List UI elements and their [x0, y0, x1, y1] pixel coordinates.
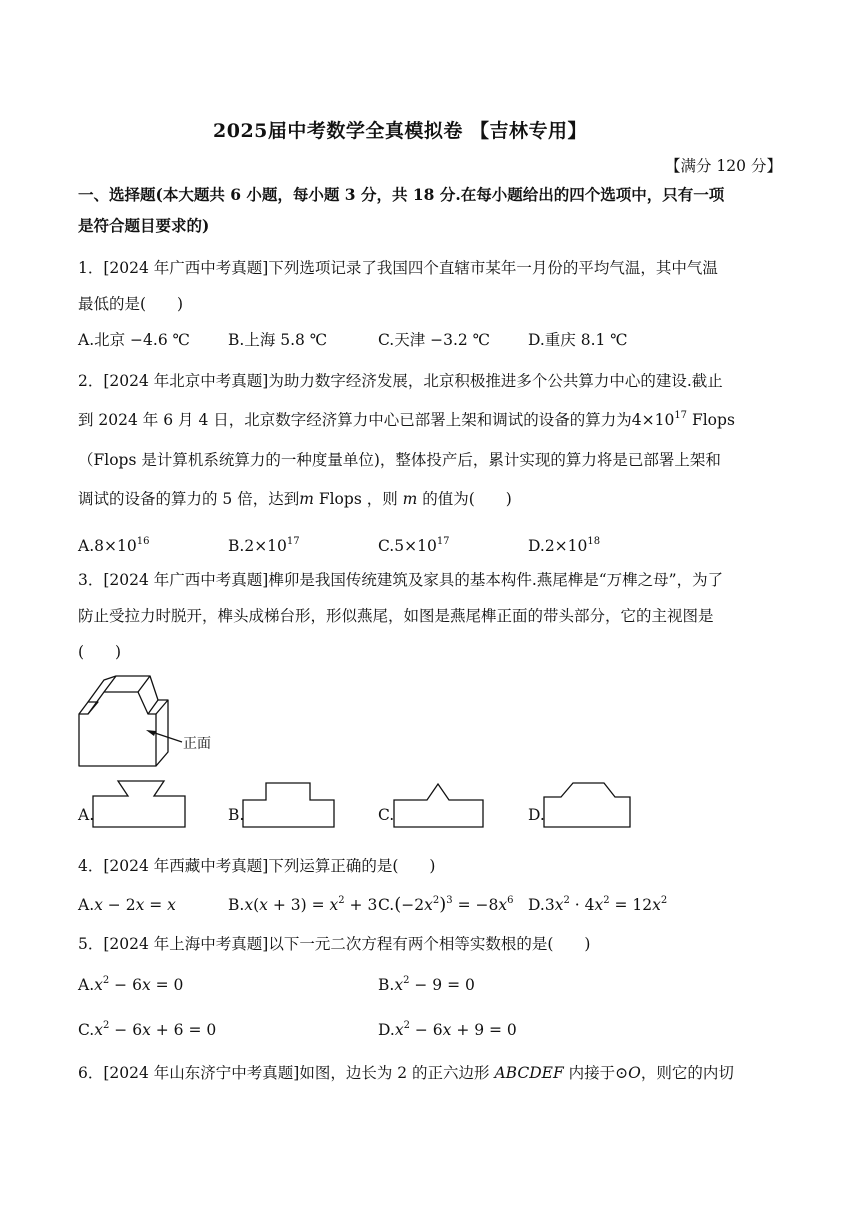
q2-option-b-base: 2×10 [244, 537, 287, 555]
q5-option-b-label: B. [378, 976, 395, 994]
q5-option-c-label: C. [78, 1021, 95, 1039]
q2-line4-end: 的值为( ) [417, 490, 512, 508]
q3-option-b-label: B. [228, 806, 245, 824]
q4-option-c-label: C. [378, 896, 395, 914]
q2-line2 [78, 410, 735, 430]
q3-option-a-figure [92, 780, 192, 830]
q2-option-c-label: C. [378, 537, 395, 555]
q4-option-b-label: B. [228, 896, 245, 914]
q1-line2: 最低的是( ) [78, 295, 184, 313]
q1-line1: 1．[2024 年广西中考真题]下列选项记录了我国四个直辖市某年一月份的平均气温，其中气温 [78, 259, 718, 277]
q4-option-a: A.x − 2x = x [78, 896, 176, 914]
q2-option-d-base: 2×10 [544, 537, 588, 555]
q2-line1: 2．[2024 年北京中考真题]为助力数字经济发展，北京积极推进多个公共算力中心的建设.截止 [78, 372, 723, 390]
q3-line1: 3．[2024 年广西中考真题]榫卯是我国传统建筑及家具的基本构件.燕尾榫是“万榫之母”，为了 [78, 571, 724, 589]
q3-option-c-figure [393, 780, 493, 830]
q4-option-b: $B.x(x + 3) = x^2 + 3$ [228, 895, 378, 914]
q2-option-a [78, 536, 149, 556]
q5-option-d-label: D. [378, 1021, 395, 1039]
q2-line4-mid: Flops ，则 [313, 490, 403, 508]
q3-line2: 防止受拉力时脱开，榫头成梯台形，形似燕尾，如图是燕尾榫正面的带头部分，它的主视图是 [78, 607, 714, 625]
q5-line1: 5．[2024 年上海中考真题]以下一元二次方程有两个相等实数根的是( ) [78, 935, 591, 953]
q4-option-a-label: A. [78, 896, 95, 914]
q2-line4 [78, 489, 512, 509]
q2-line2-math: 4×10 [631, 411, 675, 429]
q5-option-a-label: A. [78, 976, 95, 994]
q3-option-c-label: C. [378, 806, 395, 824]
q3-option-a-label: A. [78, 806, 95, 824]
q1-option-a: A.北京 −4.6 ℃ [78, 331, 190, 349]
q2-option-a-label: A. [78, 537, 95, 555]
q2-option-a-base: 8×10 [94, 537, 137, 555]
q2-option-d-label: D. [528, 537, 545, 555]
q6-circle-name: ⊙O [615, 1064, 641, 1082]
q6-line1 [78, 1063, 734, 1083]
q5-option-b: $B.x^2 - 9 = 0$ [378, 975, 475, 994]
q2-option-d [528, 536, 600, 556]
q2-option-b-exp: 17 [286, 536, 300, 547]
q4-option-d-label: D. [528, 896, 545, 914]
q2-option-c-base: 5×10 [394, 537, 437, 555]
q3-option-d-figure [543, 780, 643, 830]
q6-line1-mid: 内接于 [563, 1064, 616, 1082]
q4-option-c: $C.(-2x^2)^3 = -8x^6$ [378, 894, 514, 915]
q4-option-d: $D.3x^2 \cdot 4x^2 = 12x^2$ [528, 895, 668, 914]
q1-option-b: B.上海 5.8 ℃ [228, 331, 328, 349]
q5-option-c: $C.x^2 - 6x + 6 = 0$ [78, 1020, 217, 1039]
q2-option-d-exp: 18 [587, 536, 601, 547]
figure-label-front: 正面 [183, 736, 211, 752]
full-score: 【满分 120 分】 [665, 157, 782, 175]
q2-line4-var: m [299, 490, 314, 508]
q3-option-b-figure [242, 780, 342, 830]
q1-option-d: D.重庆 8.1 ℃ [528, 331, 628, 349]
q2-line2-unit: Flops [687, 411, 735, 429]
q6-hexagon-name: ABCDEF [494, 1064, 564, 1082]
q1-option-c: C.天津 −3.2 ℃ [378, 331, 491, 349]
q2-option-c [378, 536, 450, 556]
q3-line3: ( ) [78, 643, 122, 661]
q6-line1-text: 6．[2024 年山东济宁中考真题]如图，边长为 2 的正六边形 [78, 1064, 495, 1082]
section-heading-line1: 一、选择题(本大题共 6 小题，每小题 3 分，共 18 分.在每小题给出的四个选项中，只有一项 [78, 185, 725, 204]
q6-line1-end: ，则它的内切 [640, 1064, 734, 1082]
q5-option-a: $A.x^2 - 6x = 0$ [78, 975, 184, 994]
dovetail-figure [76, 672, 276, 772]
q4-line1: 4．[2024 年西藏中考真题]下列运算正确的是( ) [78, 857, 436, 875]
q2-line2-text: 到 2024 年 6 月 4 日，北京数字经济算力中心已部署上架和调试的设备的算力为 [78, 411, 632, 429]
q2-line3: （Flops 是计算机系统算力的一种度量单位)，整体投产后，累计实现的算力将是已部署上架和 [78, 451, 721, 469]
q2-option-b [228, 536, 300, 556]
q2-line4-var2: m [402, 490, 418, 508]
q2-option-c-exp: 17 [436, 536, 450, 547]
q3-option-d-label: D. [528, 806, 545, 824]
q2-option-a-exp: 16 [136, 536, 150, 547]
q2-option-b-label: B. [228, 537, 245, 555]
q5-option-d: $D.x^2 - 6x + 9 = 0$ [378, 1020, 517, 1039]
page-title: 2025届中考数学全真模拟卷 【吉林专用】 [213, 120, 587, 142]
q2-line4-text: 调试的设备的算力的 5 倍，达到 [78, 490, 300, 508]
q2-line2-exponent: 17 [674, 410, 688, 421]
section-heading-line2: 是符合题目要求的) [78, 216, 210, 235]
